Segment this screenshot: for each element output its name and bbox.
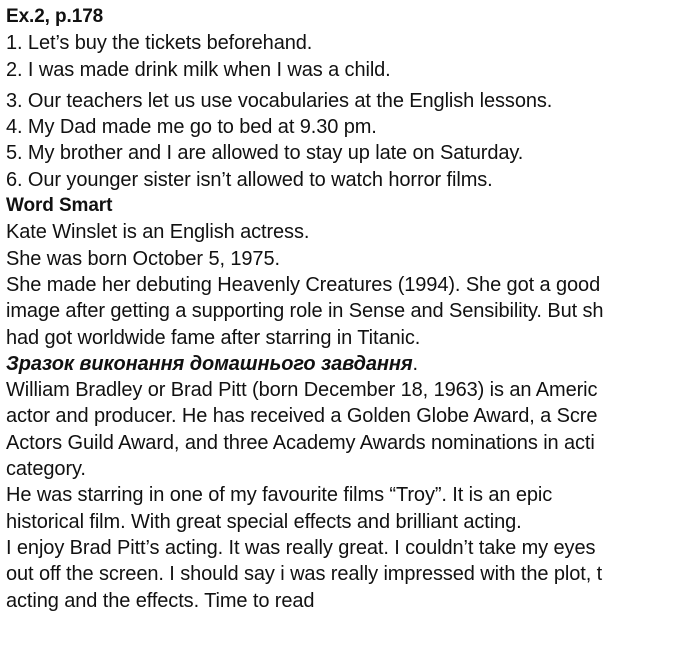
- sentence-5: 5. My brother and I are allowed to stay up late on Saturday.: [6, 142, 524, 165]
- sample-line-8: out off the screen. I should say i was really impressed with the plot, t: [6, 563, 603, 586]
- sentence-3: 3. Our teachers let us use vocabularies at the English lessons.: [6, 89, 553, 112]
- word-smart-line-4: image after getting a supporting role in Sense and Sensibility. But sh: [6, 300, 604, 323]
- word-smart-line-5: had got worldwide fame after starring in Titanic.: [6, 326, 421, 349]
- sample-line-4: category.: [6, 458, 86, 481]
- word-smart-line-3: She made her debuting Heavenly Creatures (1994). She got a good: [6, 273, 601, 296]
- sentence-1: 1. Let’s buy the tickets beforehand.: [6, 32, 313, 55]
- sentence-2: 2. I was made drink milk when I was a child.: [6, 58, 391, 81]
- sentence-4: 4. My Dad made me go to bed at 9.30 pm.: [6, 116, 377, 139]
- sample-line-2: actor and producer. He has received a Golden Globe Award, a Scre: [6, 405, 598, 428]
- word-smart-line-2: She was born October 5, 1975.: [6, 247, 280, 270]
- sample-line-9: acting and the effects. Time to read: [6, 589, 315, 612]
- sample-heading-row: [6, 351, 700, 377]
- sentence-6: 6. Our younger sister isn’t allowed to watch horror films.: [6, 168, 493, 191]
- sample-line-5: He was starring in one of my favourite films “Troy”. It is an epic: [6, 484, 553, 507]
- sample-line-3: Actors Guild Award, and three Academy Awards nominations in acti: [6, 431, 595, 454]
- sample-line-7: I enjoy Brad Pitt’s acting. It was really great. I couldn’t take my eyes: [6, 536, 596, 559]
- sample-heading-period: .: [412, 352, 418, 375]
- homework-document: [6, 4, 700, 614]
- sample-line-6: historical film. With great special effects and brilliant acting.: [6, 510, 522, 533]
- sample-heading: Зразок виконання домашнього завдання: [6, 352, 413, 375]
- exercise-heading: Ex.2, p.178: [6, 6, 104, 27]
- word-smart-line-1: Kate Winslet is an English actress.: [6, 221, 310, 244]
- word-smart-heading: Word Smart: [6, 195, 113, 217]
- sample-line-1: William Bradley or Brad Pitt (born December 18, 1963) is an Americ: [6, 379, 598, 402]
